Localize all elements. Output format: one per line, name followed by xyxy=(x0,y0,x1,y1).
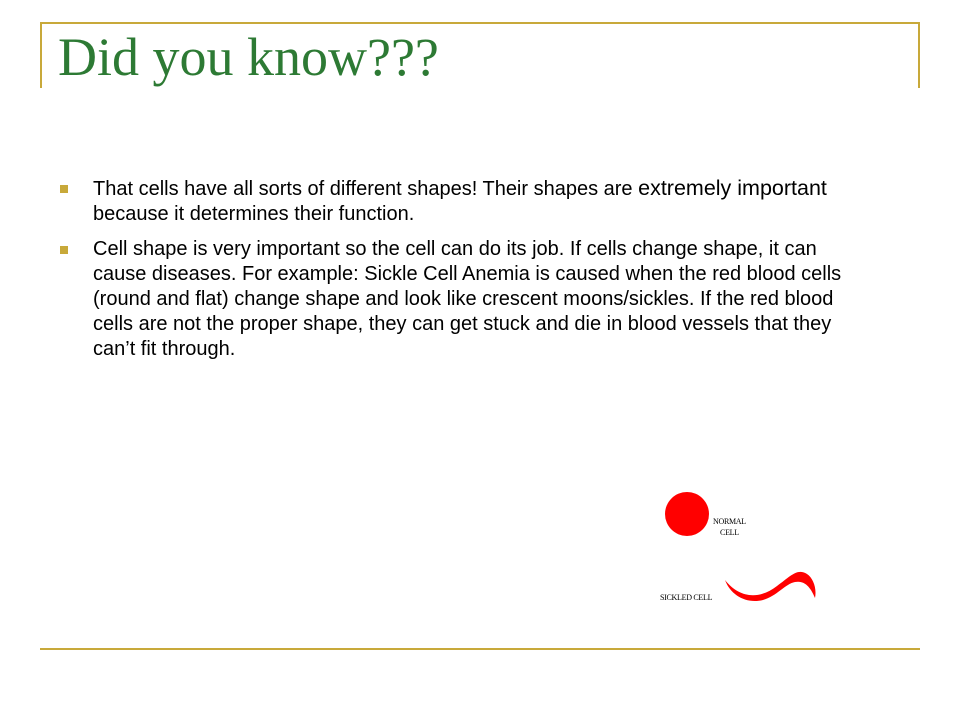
sickled-cell-icon xyxy=(725,572,816,601)
normal-cell-label xyxy=(713,516,746,538)
square-bullet-icon xyxy=(60,185,68,193)
frame-bottom-border xyxy=(40,648,920,650)
bullet-item-1 xyxy=(60,176,850,227)
cell-illustration xyxy=(655,488,825,608)
bullet-text-emphasis: extremely important xyxy=(638,176,827,200)
cell-shape-figure xyxy=(655,488,825,608)
slide-title: Did you know??? xyxy=(58,27,439,87)
frame-top-border xyxy=(40,22,920,24)
bullet-list xyxy=(60,176,850,372)
bullet-text: Cell shape is very important so the cell can do its job. If cells change shape, it can cause diseases. For example: Sickle Cell Anemia is caused when the red blood cells (round and flat) change shape and look like crescent moons/sickles. If the red blood cells are not the proper shape, they can get stuck and die in blood vessels that they can’t fit through. xyxy=(93,238,842,360)
normal-cell-icon xyxy=(665,492,709,536)
normal-cell-label-line1: NORMAL xyxy=(713,517,746,526)
sickled-cell-label: SICKLED CELL xyxy=(660,593,713,602)
frame-left-border xyxy=(40,22,42,88)
bullet-item-2 xyxy=(60,237,850,362)
bullet-text-part: because it determines their function. xyxy=(93,203,415,225)
bullet-text-part: That cells have all sorts of different shapes! Their shapes are xyxy=(93,178,639,200)
frame-right-border xyxy=(918,22,920,88)
normal-cell-label-line2: CELL xyxy=(720,528,739,537)
square-bullet-icon xyxy=(60,246,68,254)
